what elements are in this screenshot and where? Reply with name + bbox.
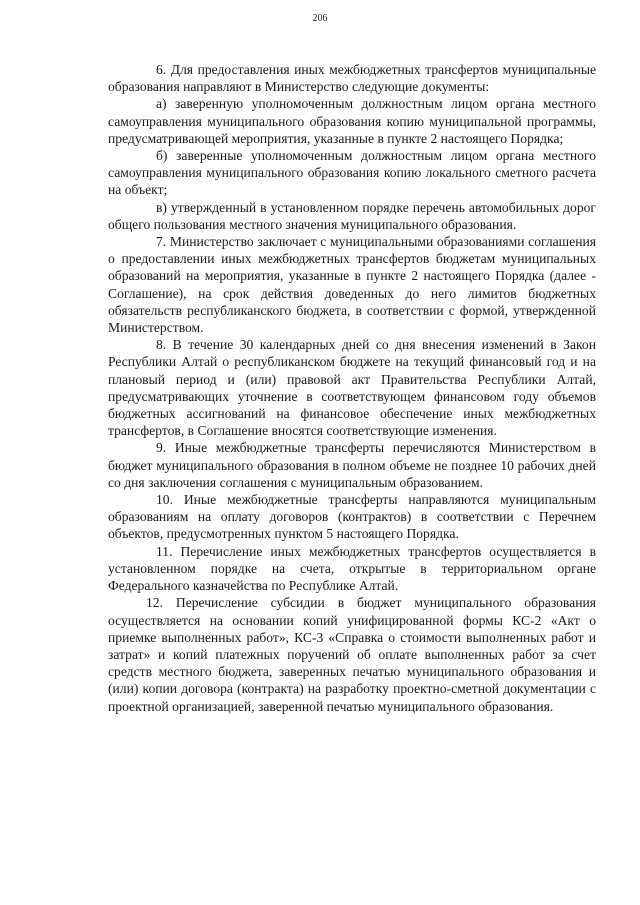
paragraph-10: 10. Иные межбюджетные трансферты направляются муниципальным образованиям на оплату договоров (контрактов) в соответствии с Перечнем объектов, предусмотренных пунктом 5 настоящего Порядка. [108, 492, 596, 542]
page-number: 206 [312, 13, 328, 24]
paragraph-6b: б) заверенные уполномоченным должностным лицом органа местного самоуправления муниципального образования копию локального сметного расчета на объект; [108, 148, 596, 198]
body-text [108, 61, 596, 715]
paragraph-6: 6. Для предоставления иных межбюджетных трансфертов муниципальные образования направляют в Министерство следующие документы: [108, 62, 596, 95]
paragraph-6a: а) заверенную уполномоченным должностным лицом органа местного самоуправления муниципального образования копию муниципальной программы, предусматривающей мероприятия, указанные в пункте 2 настоящего Порядка; [108, 96, 596, 146]
paragraph-6v: в) утвержденный в установленном порядке перечень автомобильных дорог общего пользования местного значения муниципального образования. [108, 199, 596, 232]
paragraph-7: 7. Министерство заключает с муниципальными образованиями соглашения о предоставлении иных межбюджетных трансфертов бюджетам муниципальных образований на мероприятия, указанные в пункте 2 настоящего Порядка (далее - Соглашение), на срок действия доведенных до него лимитов бюджетных обязательств республиканского бюджета, в соответствии с формой, утвержденной Министерством. [108, 234, 596, 336]
paragraph-11: 11. Перечисление иных межбюджетных трансфертов осуществляется в установленном порядке на счета, открытые в территориальном органе Федерального казначейства по Республике Алтай. [108, 543, 596, 594]
paragraph-8: 8. В течение 30 календарных дней со дня внесения изменений в Закон Республики Алтай о республиканском бюджете на текущий финансовый год и на плановый период и (или) правовой акт Правительства Республики Алтай, предусматривающих уточнение в соответствующем финансовом году объемов бюджетных ассигнований на финансовое обеспечение иных межбюджетных трансфертов, в Соглашение вносятся соответствующие изменения. [108, 337, 596, 439]
paragraph-9: 9. Иные межбюджетные трансферты перечисляются Министерством в бюджет муниципального образования в полном объеме не позднее 10 рабочих дней со дня заключения соглашения с муниципальным образованием. [108, 440, 596, 490]
paragraph-12: 12. Перечисление субсидии в бюджет муниципального образования осуществляется на основании копий унифицированной формы КС-2 «Акт о приемке выполненных работ», КС-3 «Справка о стоимости выполненных работ и затрат» и копий платежных поручений об оплате выполненных работ за счет средств местного бюджета, заверенных печатью муниципального образования и (или) копии договора (контракта) на разработку проектно-сметной документации с проектной организацией, заверенной печатью муниципального образования. [108, 595, 596, 714]
